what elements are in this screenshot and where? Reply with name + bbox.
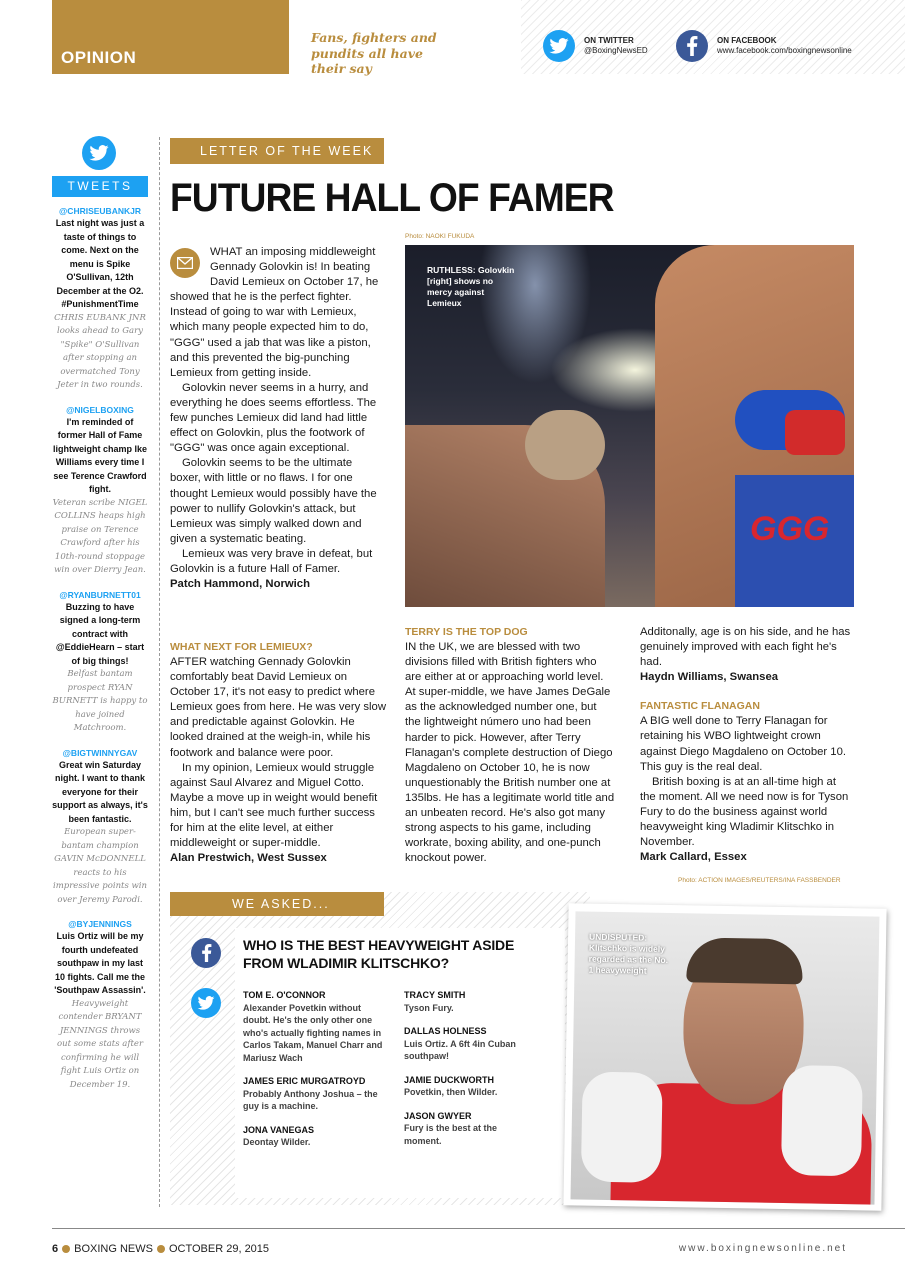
answer-name: DALLAS HOLNESS: [404, 1026, 487, 1036]
tweets-list: [52, 205, 148, 1103]
letter-of-the-week: [170, 245, 386, 592]
we-asked-question: WHO IS THE BEST HEAVYWEIGHT ASIDE FROM WLADIMIR KLITSCHKO?: [243, 937, 515, 971]
tweet-handle[interactable]: @CHRISEUBANKJR: [59, 206, 141, 216]
tweet-text: Last night was just a taste of things to come. Next on the menu is Spike O'Sullivan, 12th December at the O2. #PunishmentTime: [55, 218, 145, 309]
answer-item: [404, 989, 524, 1014]
answer-name: JONA VANEGAS: [243, 1124, 315, 1135]
tweet-item: [52, 205, 148, 393]
letter-signature: Alan Prestwich, West Sussex: [170, 852, 327, 865]
letter-kicker: LETTER OF THE WEEK: [170, 138, 384, 164]
tweet-caption: Belfast bantam prospect RYAN BURNETT is happy to have joined Matchroom.: [52, 669, 148, 733]
facebook-url: www.facebook.com/boxingnewsonline: [717, 46, 852, 55]
facebook-contact[interactable]: [676, 30, 852, 62]
letter-continued: Additonally, age is on his side, and he has genuinely improved with each fight he's had.: [640, 626, 851, 669]
letter-flanagan: [640, 625, 854, 865]
header-tagline: Fans, fighters and pundits all have their say: [311, 30, 437, 76]
page-title: FUTURE HALL OF FAMER: [170, 176, 614, 220]
facebook-icon: [191, 938, 221, 968]
answer-text: Alexander Povetkin without doubt. He's the only other one who's actually fighting names in Carlos Takam, Manuel Charr and Mariusz Wach: [243, 1002, 383, 1063]
tweet-caption: Heavyweight contender BRYANT JENNINGS throws out some stats after confirming he will fight Luis Ortiz on December 19.: [56, 998, 144, 1090]
photo-credit: Photo: ACTION IMAGES/REUTERS/INA FASSBENDER: [678, 877, 841, 884]
twitter-contact[interactable]: [543, 30, 648, 62]
answers-left: [243, 989, 388, 1160]
bullet-dot: [62, 1245, 70, 1253]
answer-text: Fury is the best at the moment.: [404, 1123, 498, 1146]
section-label: OPINION: [61, 48, 137, 67]
answer-text: Probably Anthony Joshua – the guy is a machine.: [243, 1088, 378, 1111]
tweet-caption: European super-bantam champion GAVIN McDONNELL reacts to his impressive points win over Jeremy Parodi.: [53, 827, 147, 905]
facebook-label: ON FACEBOOK: [717, 36, 777, 45]
letter-paragraph: In my opinion, Lemieux would struggle against Saul Alvarez and Miguel Cotto. Maybe a move up in weight would benefit him, but I can't see much further success for him at the elite level, at either middleweight or super-middle.: [170, 761, 378, 850]
letter-paragraph: AFTER watching Gennady Golovkin comfortably beat David Lemieux on October 17, it's not easy to predict where Lemieux goes from here. He was very slow and predictable against Golovkin. He looked drained at the weigh-in, while his footwork and balance were poor.: [170, 656, 386, 759]
letter-paragraph: British boxing is at an all-time high at the moment. All we need now is for Tyson Fury to do the business against world heavyweight king Wladimir Klitschko in November.: [640, 775, 849, 849]
tweet-item: [52, 589, 148, 736]
tweet-caption: Veteran scribe NIGEL COLLINS heaps high praise on Terence Crawford after his 10th-round stoppage win over Dierry Jean.: [52, 497, 148, 575]
letter-paragraph: Golovkin seems to be the ultimate boxer, with little or no flaws. I for one thought Lemieux would possibly have the power to nullify Golovkin's attack, but Lemieux was simply walked down and given a systematic beating.: [170, 457, 377, 545]
tweet-item: [52, 747, 148, 908]
website-link[interactable]: www.boxingnewsonline.net: [678, 1243, 847, 1254]
tweet-handle[interactable]: @RYANBURNETT01: [59, 589, 141, 600]
answer-item: [404, 1074, 524, 1099]
photo-caption: RUTHLESS: Golovkin [right] shows no mercy against Lemieux: [427, 265, 515, 308]
tweet-text: Buzzing to have signed a long-term contract with @EddieHearn – start of big things!: [55, 601, 145, 666]
twitter-label: ON TWITTER: [584, 36, 634, 45]
answer-name: JAMES ERIC MURGATROYD: [243, 1076, 366, 1086]
tweets-heading: TWEETS: [52, 176, 148, 197]
tweet-handle[interactable]: @NIGELBOXING: [66, 404, 134, 415]
tweet-item: [52, 918, 148, 1092]
answer-item: [404, 1025, 524, 1063]
twitter-icon: [191, 988, 221, 1018]
we-asked-kicker: WE ASKED...: [170, 892, 384, 916]
letter-paragraph: Lemieux was very brave in defeat, but Golovkin is a future Hall of Famer.: [170, 547, 373, 575]
fight-photo: GGG RUTHLESS: Golovkin [right] shows no mercy against Lemieux: [405, 245, 854, 607]
answer-item: [404, 1110, 524, 1148]
letter-paragraph: A BIG well done to Terry Flanagan for retaining his WBO lightweight crown against Diego Magdaleno on October 10. This guy is the real deal.: [640, 715, 846, 773]
section-banner: [52, 0, 289, 74]
tweet-text: Great win Saturday night. I want to thank everyone for their support as always, it's been fantastic.: [52, 759, 148, 824]
bullet-dot: [157, 1245, 165, 1253]
letter-heading: FANTASTIC FLANAGAN: [640, 700, 760, 713]
twitter-handle: @BoxingNewsED: [584, 46, 648, 55]
answer-item: [243, 1075, 388, 1113]
answer-name: TOM E. O'CONNOR: [243, 990, 326, 1000]
page-number: 6: [52, 1243, 59, 1255]
tweet-text: Luis Ortiz will be my fourth undefeated southpaw in my last 10 fights. Call me the 'Southpaw Assassin'.: [54, 931, 146, 995]
answer-name: JAMIE DUCKWORTH: [404, 1074, 494, 1085]
answer-text: Povetkin, then Wilder.: [404, 1087, 498, 1097]
tweet-handle[interactable]: @BIGTWINNYGAV: [62, 747, 138, 758]
answer-text: Tyson Fury.: [404, 1002, 454, 1013]
letter-signature: Mark Callard, Essex: [640, 851, 747, 864]
tweet-text: I'm reminded of former Hall of Fame lightweight champ Ike Williams every time I see Terence Crawford fight.: [52, 416, 147, 494]
answer-text: Deontay Wilder.: [243, 1137, 311, 1147]
letter-paragraph: WHAT an imposing middleweight Gennady Golovkin is! In beating David Lemieux on October 17, he showed that he is the perfect fighter. Instead of going to war with Lemieux, which many people expected him to do, "GGG" used a jab that was like a piston, and this prevented the big-punching Lemieux from getting inside.: [170, 246, 379, 379]
answer-name: TRACY SMITH: [404, 990, 466, 1000]
photo-credit: Photo: NAOKI FUKUDA: [405, 233, 475, 240]
letter-lemieux: [170, 640, 386, 866]
letter-terry: [405, 625, 615, 866]
answer-item: [243, 989, 388, 1064]
facebook-icon: [676, 30, 708, 62]
tweet-handle[interactable]: @BYJENNINGS: [68, 919, 132, 929]
issue-date: OCTOBER 29, 2015: [168, 1243, 270, 1255]
letter-heading: WHAT NEXT FOR LEMIEUX?: [170, 641, 313, 653]
twitter-icon: [82, 136, 116, 170]
answer-item: [243, 1124, 388, 1149]
letter-paragraph: IN the UK, we are blessed with two divisions filled with British fighters who are either at or approaching world level. At super-middle, we have James DeGale as the acknowledged number one, but the lightweight número uno had been harder to pick. However, after Terry Flanagan's complete destruction of Diego Magdaleno on October 10, he is now unquestionably the British number one at 135lbs. He has a legitimate world title and an unbeaten record. He's also got many strong aspects to his game, including workrate, boxing ability, and one-punch knockout power.: [405, 641, 615, 865]
twitter-icon: [543, 30, 575, 62]
tweet-caption: CHRIS EUBANK JNR looks ahead to Gary "Spike" O'Sullivan after stopping an overmatched Tony Jeter in two rounds.: [54, 312, 146, 390]
letter-signature: Haydn Williams, Swansea: [640, 671, 779, 684]
publication-name: BOXING NEWS: [74, 1243, 153, 1255]
footer-folio: [52, 1243, 269, 1255]
photo-caption: UNDISPUTED: Klitschko is widely regarded as the No. 1 heavyweight: [588, 931, 669, 976]
letter-heading: TERRY IS THE TOP DOG: [405, 626, 528, 638]
answer-text: Luis Ortiz. A 6ft 4in Cuban southpaw!: [404, 1038, 516, 1061]
column-divider: [159, 137, 160, 1207]
answers-right: [404, 989, 524, 1158]
klitschko-photo: [563, 903, 886, 1211]
letter-signature: Patch Hammond, Norwich: [170, 578, 310, 591]
answer-name: JASON GWYER: [404, 1110, 472, 1121]
footer-rule: [52, 1228, 905, 1229]
tweet-item: [52, 404, 148, 578]
letter-paragraph: Golovkin never seems in a hurry, and everything he does seems effortless. The few punches Lemieux did land had little effect on Golovkin, plus the footwork of "GGG" was once again exceptional.: [170, 381, 377, 455]
